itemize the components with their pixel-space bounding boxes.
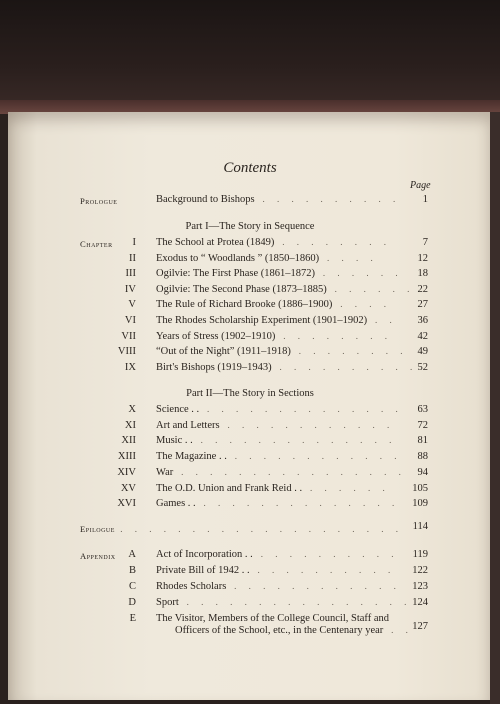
entry-title [156,237,391,248]
page-number: 7 [422,237,428,248]
leader-dots: . . . . [340,299,392,310]
entry-number: XII [121,435,136,447]
page-number: 36 [417,315,428,326]
leader-dots: . . . . . . . . . . . . . . . . [186,597,412,607]
entry-number: IV [124,283,136,295]
leader-dots: . . . . . . . . . . . . [234,581,401,591]
entry-number: VIII [117,346,136,358]
page-number: 119 [412,549,428,560]
entry-title [156,331,392,342]
entry-number: A [128,549,136,560]
leader-dots: . . [375,315,397,325]
entry-title-text: The Rhodes Scholarship Experiment (1901–1902) [156,315,368,326]
entry-title [156,253,378,264]
entry-number: XIII [117,451,136,463]
leader-dots: . . . . . . . . . . . . [234,451,402,462]
entry-title-text: Birt's Bishops (1919–1943) [156,361,272,373]
entry-title-text: The School at Protea (1849) [156,237,275,248]
entry-title-text: Science . . [156,404,200,415]
leader-dots: . . . . . . . . . . [260,549,399,559]
entry-title-text: Private Bill of 1942 . . [156,565,250,576]
leader-dots: . . . . . . . . . . . . . . . . [181,466,406,477]
entry-title [156,346,408,357]
background-top [0,0,500,112]
entry-title-text: Ogilvie: The Second Phase (1873–1885) [156,283,327,295]
page-number: 94 [417,466,428,478]
entry-number: XVI [117,498,136,510]
entry-number: VII [121,330,136,342]
leader-dots: . . . . . . . . [283,330,393,341]
leader-dots: . . . . . . . . . . . . . . [203,498,400,509]
page-number: 114 [412,521,428,532]
entry-title-text: “Out of the Night” (1911–1918) [156,346,291,358]
page-number: 49 [417,346,428,358]
page-number: 127 [412,621,428,632]
entry-title [156,467,406,478]
entry-title [156,435,396,446]
page-number: 12 [417,252,428,264]
entry-number: C [128,581,136,592]
chapter-label: Chapter [80,239,113,249]
entry-title-text: Art and Letters [156,419,220,431]
entry-title [156,299,391,310]
leader-dots: . . . . . . . . [298,346,408,357]
entry-title [156,420,394,431]
page-number: 18 [417,268,428,280]
page-edge [490,112,500,704]
page-number: 105 [412,482,428,494]
entry-title-text: Games . . [156,498,196,510]
entry-number: E [129,613,136,624]
entry-title [156,498,399,509]
appendix-label: Appendix [80,551,116,561]
entry-title-continued [175,625,413,636]
page-number: 123 [412,581,428,592]
entry-number: D [128,597,136,608]
entry-title [156,565,395,576]
prologue-label: Prologue [80,196,118,206]
entry-title-text: Music . . [156,435,193,447]
entry-title [156,284,414,295]
entry-title-text: Act of Incorporation . . [156,549,253,560]
entry-title-text: Officers of the School, etc., in the Centenary year [175,625,384,636]
entry-title [156,315,397,326]
entry-title [156,451,401,462]
contents-heading: Contents [223,160,277,176]
page-number: 1 [422,194,428,205]
page-number: 22 [417,283,428,295]
page-column-label: Page [410,180,431,191]
entry-number: I [132,237,136,248]
page-number: 81 [417,435,428,447]
entry-title-text: Rhodes Scholars [156,581,227,592]
leader-dots: . . . . . . . . . . [279,361,418,372]
leader-dots: . . [391,625,413,635]
entry-number: B [128,565,136,576]
entry-title-text: The O.D. Union and Frank Reid . . [156,482,303,494]
page-number: 63 [417,404,428,415]
leader-dots: . . . . . . . . . . [257,565,396,575]
page-number: 27 [417,299,428,311]
page-number: 88 [417,451,428,463]
entry-title-text: Years of Stress (1902–1910) [156,330,276,342]
page-number: 109 [412,498,428,510]
entry-title-text: Sport [156,597,179,608]
entry-number: III [125,268,136,280]
entry-title-text: Ogilvie: The First Phase (1861–1872) [156,268,316,280]
entry-title [156,268,403,279]
leader-dots: . . . . . . . . . . . . [227,419,395,430]
entry-number: XI [124,419,136,431]
entry-title-text: The Magazine . . [156,451,227,463]
entry-title [156,597,411,608]
entry-title [156,404,403,415]
leader-dots: . . . . . . [309,482,390,493]
entry-title [156,549,398,560]
page-number: 72 [417,419,428,431]
entry-number: IX [124,361,136,373]
leader-dots: . . . . . . . . . . . . . . [207,404,403,414]
page-number: 42 [417,330,428,342]
entry-number: VI [124,315,136,326]
entry-number: XV [120,482,136,494]
page-number: 124 [412,597,428,608]
part-two-heading: Part II—The Story in Sections [186,388,314,399]
entry-title-text: War [156,466,174,478]
page-number: 122 [412,565,428,576]
entry-number: V [128,299,136,311]
entry-title-text: Exodus to “ Woodlands ” (1850–1860) [156,252,320,264]
entry-number: II [129,252,136,264]
entry-title [156,362,417,373]
leader-dots: . . . . . . . . . . . . . . [200,435,397,446]
entry-title [156,483,390,494]
entry-title-text: The Visitor, Members of the College Council, Staff and [156,613,390,624]
entry-number: XIV [117,466,136,478]
leader-dots: . . . . [327,252,378,263]
entry-title [156,581,401,592]
leader-dots: . . . . . . . . [282,237,392,247]
epilogue-label: Epilogue . . . . . . . . . . . . . . . . . . . . [80,524,403,534]
leader-dots: . . . . . . [334,283,415,294]
leader-dots: . . . . . . [322,268,403,279]
part-one-heading: Part I—The Story in Sequence [185,221,315,232]
entry-number: X [128,404,136,415]
entry-title-text: The Rule of Richard Brooke (1886–1900) [156,299,333,311]
entry-title [156,613,389,624]
page-number: 52 [417,361,428,373]
entry-title: Background to Bishops . . . . . . . . . . [156,194,401,205]
